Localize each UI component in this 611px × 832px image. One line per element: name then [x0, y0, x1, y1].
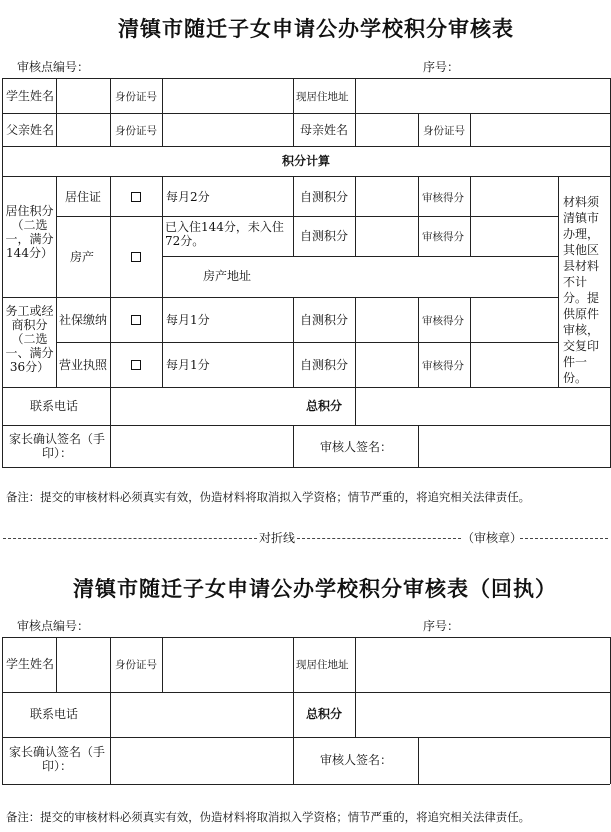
fold-line-right: [297, 538, 461, 539]
monthly-1-label-1: 每月1分: [166, 313, 210, 327]
student-name-label: 学生姓名: [6, 89, 55, 103]
points-section-header: 积分计算: [282, 154, 331, 168]
work-points-label: 务工或经商积分（二选一、满分36分）: [5, 304, 54, 374]
receipt-student-name-label: 学生姓名: [6, 657, 55, 671]
id-number-label: 身份证号: [115, 91, 157, 103]
residence-permit-label: 居住证: [65, 190, 102, 204]
receipt-serial-label: 序号：: [423, 619, 460, 633]
mother-name-label: 母亲姓名: [300, 123, 349, 137]
receipt-total-score-label: 总积分: [306, 707, 343, 721]
fold-line-end: [520, 538, 608, 539]
reviewer-sign-label: 审核人签名：: [320, 440, 393, 454]
residence-points-label: 居住积分（二选一，满分144分）: [5, 204, 54, 260]
property-address-label: 房产地址: [203, 269, 252, 283]
mother-id-label: 身份证号: [423, 125, 465, 137]
social-security-label: 社保缴纳: [59, 313, 108, 327]
materials-side-note: 材料须清镇市办理，其他区县材料不计分。提供原件审核，交复印件一份。: [563, 195, 600, 385]
business-license-label: 营业执照: [59, 358, 108, 372]
self-score-label-3: 自测积分: [300, 313, 349, 327]
self-score-label-2: 自测积分: [300, 229, 349, 243]
residence-permit-checkbox[interactable]: [131, 192, 141, 202]
current-address-label: 现居住地址: [296, 91, 349, 103]
total-score-label: 总积分: [306, 399, 343, 413]
serial-label: 序号：: [423, 60, 460, 74]
review-score-label-3: 审核得分: [422, 315, 464, 327]
self-score-label-4: 自测积分: [300, 358, 349, 372]
self-score-label-1: 自测积分: [300, 190, 349, 204]
review-seal-label: （审核章）: [462, 531, 523, 545]
parent-sign-label: 家长确认签名（手印）：: [8, 432, 105, 460]
receipt-parent-sign-label: 家长确认签名（手印）：: [8, 745, 105, 773]
receipt-reviewer-sign-label: 审核人签名：: [320, 753, 393, 767]
review-score-label-2: 审核得分: [422, 231, 464, 243]
review-point-label: 审核点编号：: [17, 60, 90, 74]
property-rule-label: 已入住144分，未入住72分。: [165, 220, 284, 248]
receipt-review-point-label: 审核点编号：: [17, 619, 90, 633]
monthly-2-label: 每月2分: [166, 190, 210, 204]
receipt-id-number-label: 身份证号: [115, 659, 157, 671]
monthly-1-label-2: 每月1分: [166, 358, 210, 372]
business-license-checkbox[interactable]: [131, 360, 141, 370]
father-name-label: 父亲姓名: [6, 123, 55, 137]
father-id-label: 身份证号: [115, 125, 157, 137]
receipt-contact-phone-label: 联系电话: [30, 707, 79, 721]
receipt-note: 备注：提交的审核材料必须真实有效，伪造材料将取消拟入学资格；情节严重的，将追究相关法律责任。: [6, 810, 530, 824]
contact-phone-label: 联系电话: [30, 399, 79, 413]
review-score-label-4: 审核得分: [422, 360, 464, 372]
receipt-current-address-label: 现居住地址: [296, 659, 349, 671]
property-label: 房产: [70, 250, 95, 264]
form-title: 清镇市随迁子女申请公办学校积分审核表: [118, 16, 514, 41]
review-score-label-1: 审核得分: [422, 192, 464, 204]
fold-line-left: [3, 538, 257, 539]
social-security-checkbox[interactable]: [131, 315, 141, 325]
fold-line-label: 对折线: [259, 531, 296, 545]
property-checkbox[interactable]: [131, 252, 141, 262]
receipt-title: 清镇市随迁子女申请公办学校积分审核表（回执）: [73, 576, 557, 601]
form-note: 备注：提交的审核材料必须真实有效，伪造材料将取消拟入学资格；情节严重的，将追究相关法律责任。: [6, 490, 530, 504]
